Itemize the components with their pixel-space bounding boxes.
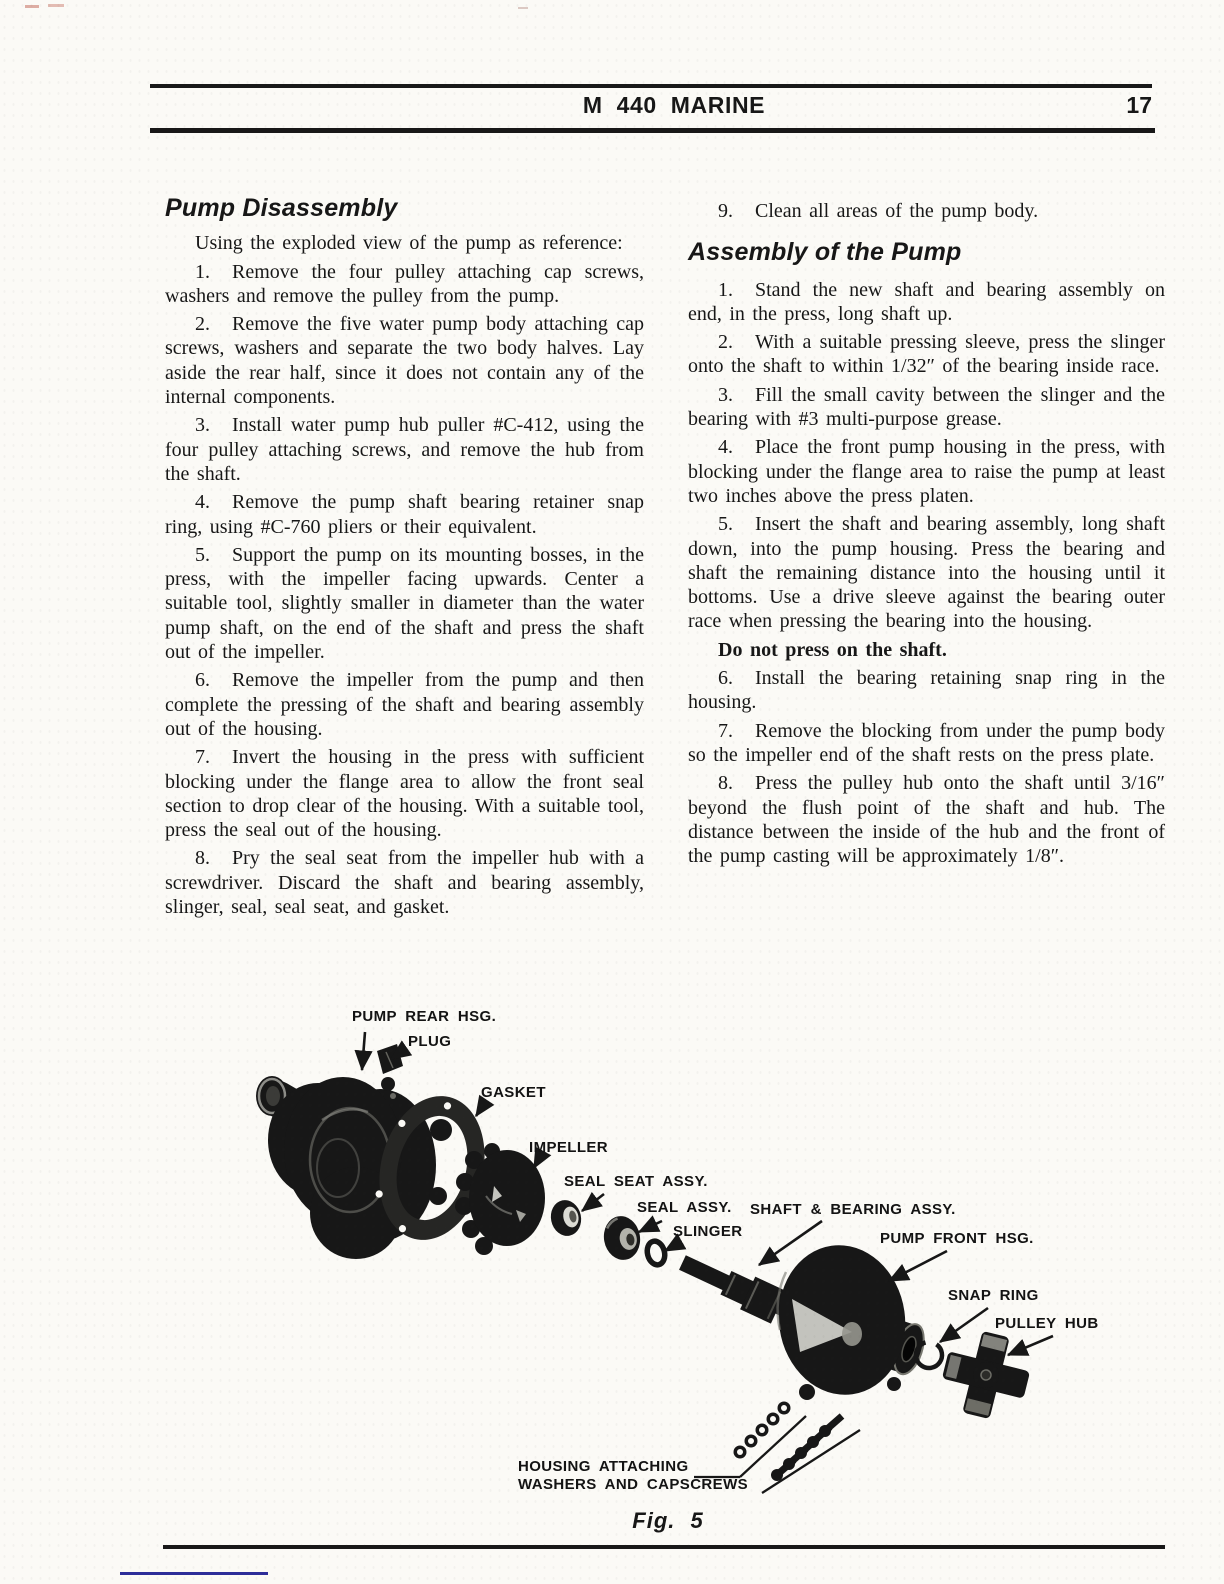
slinger-part [645,1239,667,1266]
page-header [150,84,1154,134]
page-header-title: M 440 MARINE [582,92,766,118]
intro-paragraph: Using the exploded view of the pump as reference: [195,232,623,255]
assembly-step-3: 3. Fill the small cavity between the slinger and the bearing with #3 multi-purpose grease. [688,383,1165,431]
disassembly-step-9: 9. Clean all areas of the pump body. [718,200,1039,222]
scan-artifact-mark [48,4,64,7]
figure-label-plug: PLUG [408,1033,452,1050]
disassembly-step-1: 1. Remove the four pulley attaching cap screws, washers and remove the pulley from the pump. [165,260,644,307]
figure-label-seal-seat-assy: SEAL SEAT ASSY. [564,1173,708,1190]
right-column [688,199,1165,872]
assembly-step-7: 7. Remove the blocking from under the pump body so the impeller end of the shaft rests on the press plate. [688,719,1165,766]
disassembly-step-8: 8. Pry the seal seat from the impeller hub with a screwdriver. Discard the shaft and bearing assembly, slinger, seal, seal seat, and gasket. [165,847,644,919]
assembly-step-5: 5. Insert the shaft and bearing assembly, long shaft down, into the pump housing. Press the bearing and shaft the remaining distance into the housing until it bottoms. Use a drive sleeve against the bearing outer race when pressing the bearing into the housing. [688,513,1165,633]
disassembly-step-2: 2. Remove the five water pump body attaching cap screws, washers and separate the two body halves. Lay aside the rear half, since it does not contain any of the internal components. [165,313,644,409]
disassembly-step-4: 4. Remove the pump shaft bearing retainer snap ring, using #C-760 pliers or their equivalent. [165,491,644,538]
impeller-part [455,1143,545,1255]
disassembly-step-6: 6. Remove the impeller from the pump and then complete the pressing of the shaft and bearing assembly out of the housing. [165,669,644,740]
section-heading-pump-disassembly: Pump Disassembly [165,194,398,222]
figure-label-pump-rear-hsg: PUMP REAR HSG. [352,1008,497,1025]
left-column [165,196,644,923]
figure-label-housing-attaching-line2: WASHERS AND CAPSCREWS [518,1475,749,1493]
scan-artifact-mark [25,5,39,8]
note-do-not-press: Do not press on the shaft. [718,638,947,661]
washers-parts [734,1402,791,1459]
pulley-hub-part [935,1324,1037,1426]
figure-label-pulley-hub: PULLEY HUB [995,1315,1099,1332]
figure-label-impeller: IMPELLER [529,1139,609,1156]
assembly-step-6: 6. Install the bearing retaining snap ring in the housing. [688,667,1165,714]
figure-label-seal-assy: SEAL ASSY. [637,1199,732,1216]
figure-label-slinger: SLINGER [673,1223,743,1240]
assembly-step-1: 1. Stand the new shaft and bearing assembly on end, in the press, long shaft up. [688,278,1165,325]
page-number: 17 [1126,92,1152,118]
figure-caption: Fig. 5 [632,1508,704,1533]
section-heading-assembly: Assembly of the Pump [688,238,962,267]
assembly-step-8: 8. Press the pulley hub onto the shaft until 3/16″ beyond the flush point of the shaft and hub. The distance between the inside of the hub and the front of the pump casting will be approximately 1/8″. [688,772,1165,868]
disassembly-step-7: 7. Invert the housing in the press with sufficient blocking under the flange area to allow the front seal section to drop clear of the housing. With a suitable tool, press the seal out of the housing. [165,746,644,842]
assembly-step-2: 2. With a suitable pressing sleeve, press the slinger onto the shaft to within 1/32″ of the bearing inside race. [688,331,1165,378]
scan-artifact-blue-line [120,1572,268,1575]
footer-rule [163,1545,1165,1549]
disassembly-step-3: 3. Install water pump hub puller #C-412, using the four pulley attaching screws, and remove the hub from the shaft. [165,414,644,485]
pump-front-housing-part [769,1237,929,1403]
scan-artifact-mark [518,7,528,9]
seal-assembly-part [600,1213,643,1263]
figure-label-snap-ring: SNAP RING [948,1287,1039,1304]
assembly-step-4: 4. Place the front pump housing in the press, with blocking under the flange area to raise the pump at least two inches above the press platen. [688,436,1165,507]
seal-seat-assembly-part [548,1197,585,1238]
figure-label-gasket: GASKET [481,1084,546,1101]
figure-label-pump-front-hsg: PUMP FRONT HSG. [880,1230,1034,1247]
figure-exploded-pump-view [150,1000,1180,1560]
figure-label-housing-attaching-line1: HOUSING ATTACHING [518,1458,689,1475]
disassembly-step-5: 5. Support the pump on its mounting bosses, in the press, with the impeller facing upwards. Center a suitable tool, slightly smaller in diameter than the water pump shaft, on the end of the shaft and press the shaft out of the impeller. [165,543,644,664]
plug-part [377,1044,403,1074]
figure-label-housing-attaching [518,1458,748,1493]
header-rule-bottom [150,128,1155,133]
figure-label-shaft-bearing-assy: SHAFT & BEARING ASSY. [750,1201,956,1218]
